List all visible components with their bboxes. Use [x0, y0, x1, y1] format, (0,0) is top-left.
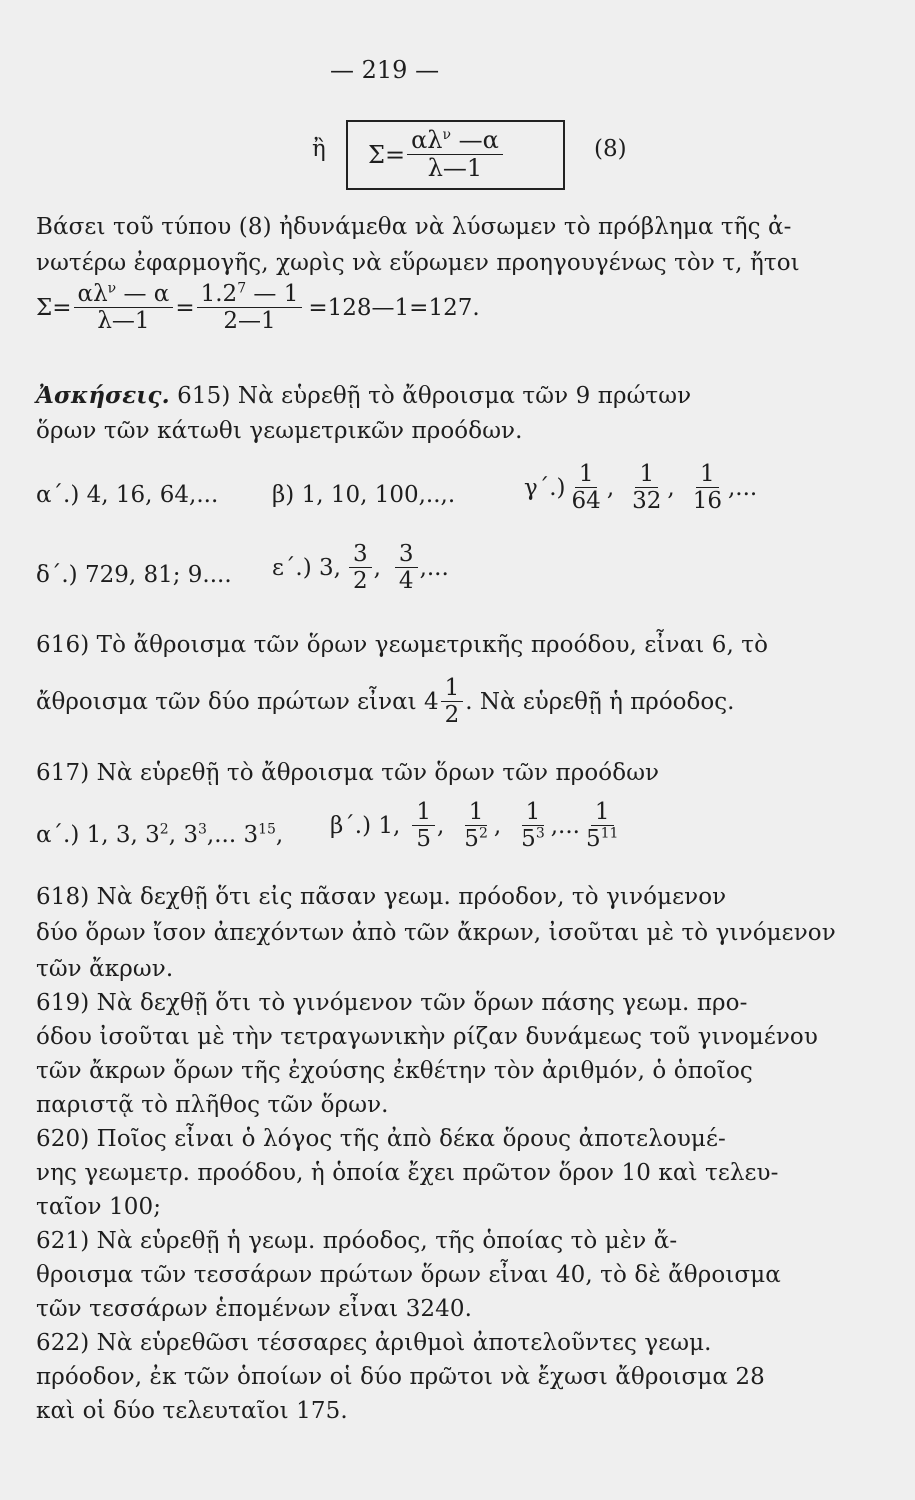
calc-result: =128—1=127. [308, 294, 480, 321]
formula-num-tail: —α [451, 126, 499, 154]
ex619-line-4: παριστᾷ τὸ πλῆθος τῶν ὅρων. [36, 1092, 389, 1118]
formula-tag: (8) [594, 136, 627, 162]
ex620-line-2: νης γεωμετρ. προόδου, ἡ ὁποία ἔχει πρῶτον ὅρον 10 καὶ τελευ- [36, 1160, 779, 1186]
calc-fraction-2 [197, 282, 303, 333]
seq-g-frac-3 [689, 462, 726, 513]
seq-e-frac-1 [349, 542, 372, 593]
ex618-line-1: 618) Νὰ δεχθῇ ὅτι εἰς πᾶσαν γεωμ. πρόοδον, τὸ γινόμενον [36, 884, 727, 910]
calc-f2-tail: — 1 [246, 281, 299, 307]
ex615-line-1 [36, 382, 691, 409]
seq-g: γ΄.) $\frac{1}{64}$ , $\frac{1}{32}$ , $\frac{1}{16}$ ,... [524, 461, 758, 515]
ex618-line-3: τῶν ἄκρων. [36, 956, 174, 982]
ex617-b-frac-3 [517, 800, 549, 851]
formula-fraction [407, 128, 503, 181]
ex618-line-2: δύο ὅρων ἴσον ἀπεχόντων ἀπὸ τῶν ἄκρων, ἰσοῦται μὲ τὸ γινόμενον [36, 920, 836, 946]
ex622-line-3: καὶ οἱ δύο τελευταῖοι 175. [36, 1398, 348, 1424]
ex621-line-1: 621) Νὰ εὑρεθῇ ἡ γεωμ. πρόοδος, τῆς ὁποίας τὸ μὲν ἄ- [36, 1228, 678, 1254]
page-number: — 219 — [330, 56, 440, 84]
ex615-line-2: ὅρων τῶν κάτωθι γεωμετρικῶν προόδων. [36, 418, 523, 444]
formula-eta: ἢ [312, 136, 326, 162]
ex617-b-frac-4-sup: 11 [600, 825, 619, 842]
ex617-a-label: α΄.) 1, 3, 3 [36, 822, 160, 848]
ex617-b-frac-2-sup: 2 [478, 825, 488, 842]
ex619-line-2: όδου ἰσοῦται μὲ τὴν τετραγωνικὴν ρίζαν δυνάμεως τοῦ γινομένου [36, 1024, 818, 1050]
seq-g-frac-3-d: 16 [692, 488, 722, 515]
ex617-b-frac-2 [460, 800, 492, 851]
ex620-line-3: ταῖον 100; [36, 1194, 162, 1220]
ex617-a-s3: 15 [258, 821, 276, 838]
seq-g-label: γ΄.) [524, 474, 566, 501]
calc-row [36, 282, 480, 333]
ex617-line-1: 617) Νὰ εὑρεθῇ τὸ ἄθροισμα τῶν ὅρων τῶν προόδων [36, 760, 660, 786]
ex620-line-1: 620) Ποῖος εἶναι ὁ λόγος τῆς ἀπὸ δέκα ὅρους ἀποτελουμέ- [36, 1126, 726, 1152]
seq-e-label: ε΄.) 3, [272, 554, 341, 581]
seq-e-frac-2-d: 4 [398, 568, 414, 595]
calc-sigma: Σ= [36, 294, 72, 321]
formula-sigma: Σ= [368, 140, 406, 169]
calc-f2-sup: 7 [237, 280, 247, 297]
seq-e-frac-1-d: 2 [352, 568, 368, 595]
ex617-a [36, 822, 283, 848]
para-line-1: Βάσει τοῦ τύπου (8) ἠδυνάμεθα νὰ λύσωμεν τὸ πρόβλημα τῆς ἀ- [36, 214, 792, 240]
ex617-b-frac-1 [412, 800, 435, 851]
para-line-2: νωτέρω ἐφαρμογῆς, χωρὶς νὰ εὕρωμεν προηγουγένως τὸν τ, ἤτοι [36, 250, 800, 276]
ex617-b-frac-4-d: 5 [585, 826, 601, 853]
seq-g-frac-2-n: 1 [635, 462, 658, 488]
ex617-b-frac-3-n: 1 [522, 800, 545, 826]
boxed-formula [346, 120, 565, 190]
seq-e-tail: ,... [419, 554, 449, 581]
formula-num-sup: ν [442, 127, 452, 143]
ex617-b-frac-4-n: 1 [591, 800, 614, 826]
ex616-line-2 [36, 676, 734, 727]
seq-e-frac-2-n: 3 [395, 542, 418, 568]
seq-g-frac-1-d: 64 [571, 488, 601, 515]
formula-num: αλ [411, 126, 443, 154]
ex617-a-end: ,... 3 [206, 822, 259, 848]
ex617-a-s2: 3 [197, 821, 207, 838]
ex617-a-comma: , [275, 822, 284, 848]
ex617-b-frac-2-d: 5 [464, 826, 479, 853]
ex617-b-frac-1-d: 5 [416, 826, 431, 853]
ex617-b-frac-3-sup: 3 [535, 825, 545, 842]
ex617-a-s1: 2 [159, 821, 169, 838]
seq-g-tail: ,... [728, 474, 758, 501]
ex617-b-frac-3-d: 5 [521, 826, 536, 853]
calc-f2-den: 2—1 [223, 308, 276, 335]
ex616-line-1: 616) Τὸ ἄθροισμα τῶν ὅρων γεωμετρικῆς προόδου, εἶναι 6, τὸ [36, 632, 769, 658]
ex621-line-3: τῶν τεσσάρων ἑπομένων εἶναι 3240. [36, 1296, 473, 1322]
seq-g-frac-1-n: 1 [575, 462, 598, 488]
calc-f1-den: λ—1 [97, 308, 150, 335]
seq-b: β) 1, 10, 100,..,. [272, 482, 456, 508]
ex617-a-mid: , 3 [168, 822, 198, 848]
ex615-text: 615) Νὰ εὑρεθῇ τὸ ἄθροισμα τῶν 9 πρώτων [169, 383, 692, 409]
seq-g-frac-2-d: 32 [632, 488, 662, 515]
calc-f1-num: αλ [77, 281, 108, 307]
formula-den: λ—1 [427, 154, 483, 183]
ex617-b-label: β΄.) 1, [330, 812, 401, 839]
seq-g-frac-2 [628, 462, 665, 513]
ex622-line-2: πρόοδον, ἐκ τῶν ὁποίων οἱ δύο πρῶτοι νὰ ἔχωσι ἄθροισμα 28 [36, 1364, 765, 1390]
ex616-text-b: . Νὰ εὑρεθῇ ἡ πρόοδος. [465, 688, 735, 715]
ex619-line-1: 619) Νὰ δεχθῇ ὅτι τὸ γινόμενον τῶν ὅρων πάσης γεωμ. προ- [36, 990, 748, 1016]
ex617-b: β΄.) 1, $\frac{1}{5}$ , $\frac{1}{5^2}$ , $\frac{1}{5^3}$ ,... $\frac{1}{5^{11}}$ [330, 800, 624, 851]
ex617-b-dots: ,... [550, 812, 580, 839]
exercises-title: Ἀσκήσεις. [36, 382, 170, 409]
ex622-line-1: 622) Νὰ εὑρεθῶσι τέσσαρες ἀριθμοὶ ἀποτελοῦντες γεωμ. [36, 1330, 712, 1356]
seq-e-frac-1-n: 3 [349, 542, 372, 568]
calc-f1-sup: ν [107, 280, 117, 297]
ex617-b-frac-4 [582, 800, 622, 851]
ex617-b-frac-2-n: 1 [465, 800, 488, 826]
ex616-frac-n: 1 [441, 676, 464, 702]
seq-d: δ΄.) 729, 81; 9.... [36, 562, 232, 588]
seq-e: ε΄.) 3, $\frac{3}{2}$ , $\frac{3}{4}$ ,... [272, 541, 449, 595]
seq-g-frac-3-n: 1 [696, 462, 719, 488]
ex616-text-a: ἄθροισμα τῶν δύο πρώτων εἶναι 4 [36, 688, 439, 715]
ex621-line-2: θροισμα τῶν τεσσάρων πρώτων ὅρων εἶναι 40, τὸ δὲ ἄθροισμα [36, 1262, 781, 1288]
ex616-frac [441, 676, 464, 727]
ex619-line-3: τῶν ἄκρων ὅρων τῆς ἐχούσης ἐκθέτην τὸν ἀριθμόν, ὁ ὁποῖος [36, 1058, 753, 1084]
calc-fraction-1 [74, 282, 174, 333]
seq-g-frac-1 [568, 462, 605, 513]
calc-f2-num: 1.2 [200, 281, 238, 307]
ex616-frac-d: 2 [444, 702, 460, 729]
seq-a: α΄.) 4, 16, 64,... [36, 482, 219, 508]
calc-f1-tail: — α [116, 281, 170, 307]
calc-eq: = [175, 294, 195, 321]
ex617-b-frac-1-n: 1 [412, 800, 435, 826]
seq-e-frac-2 [395, 542, 418, 593]
